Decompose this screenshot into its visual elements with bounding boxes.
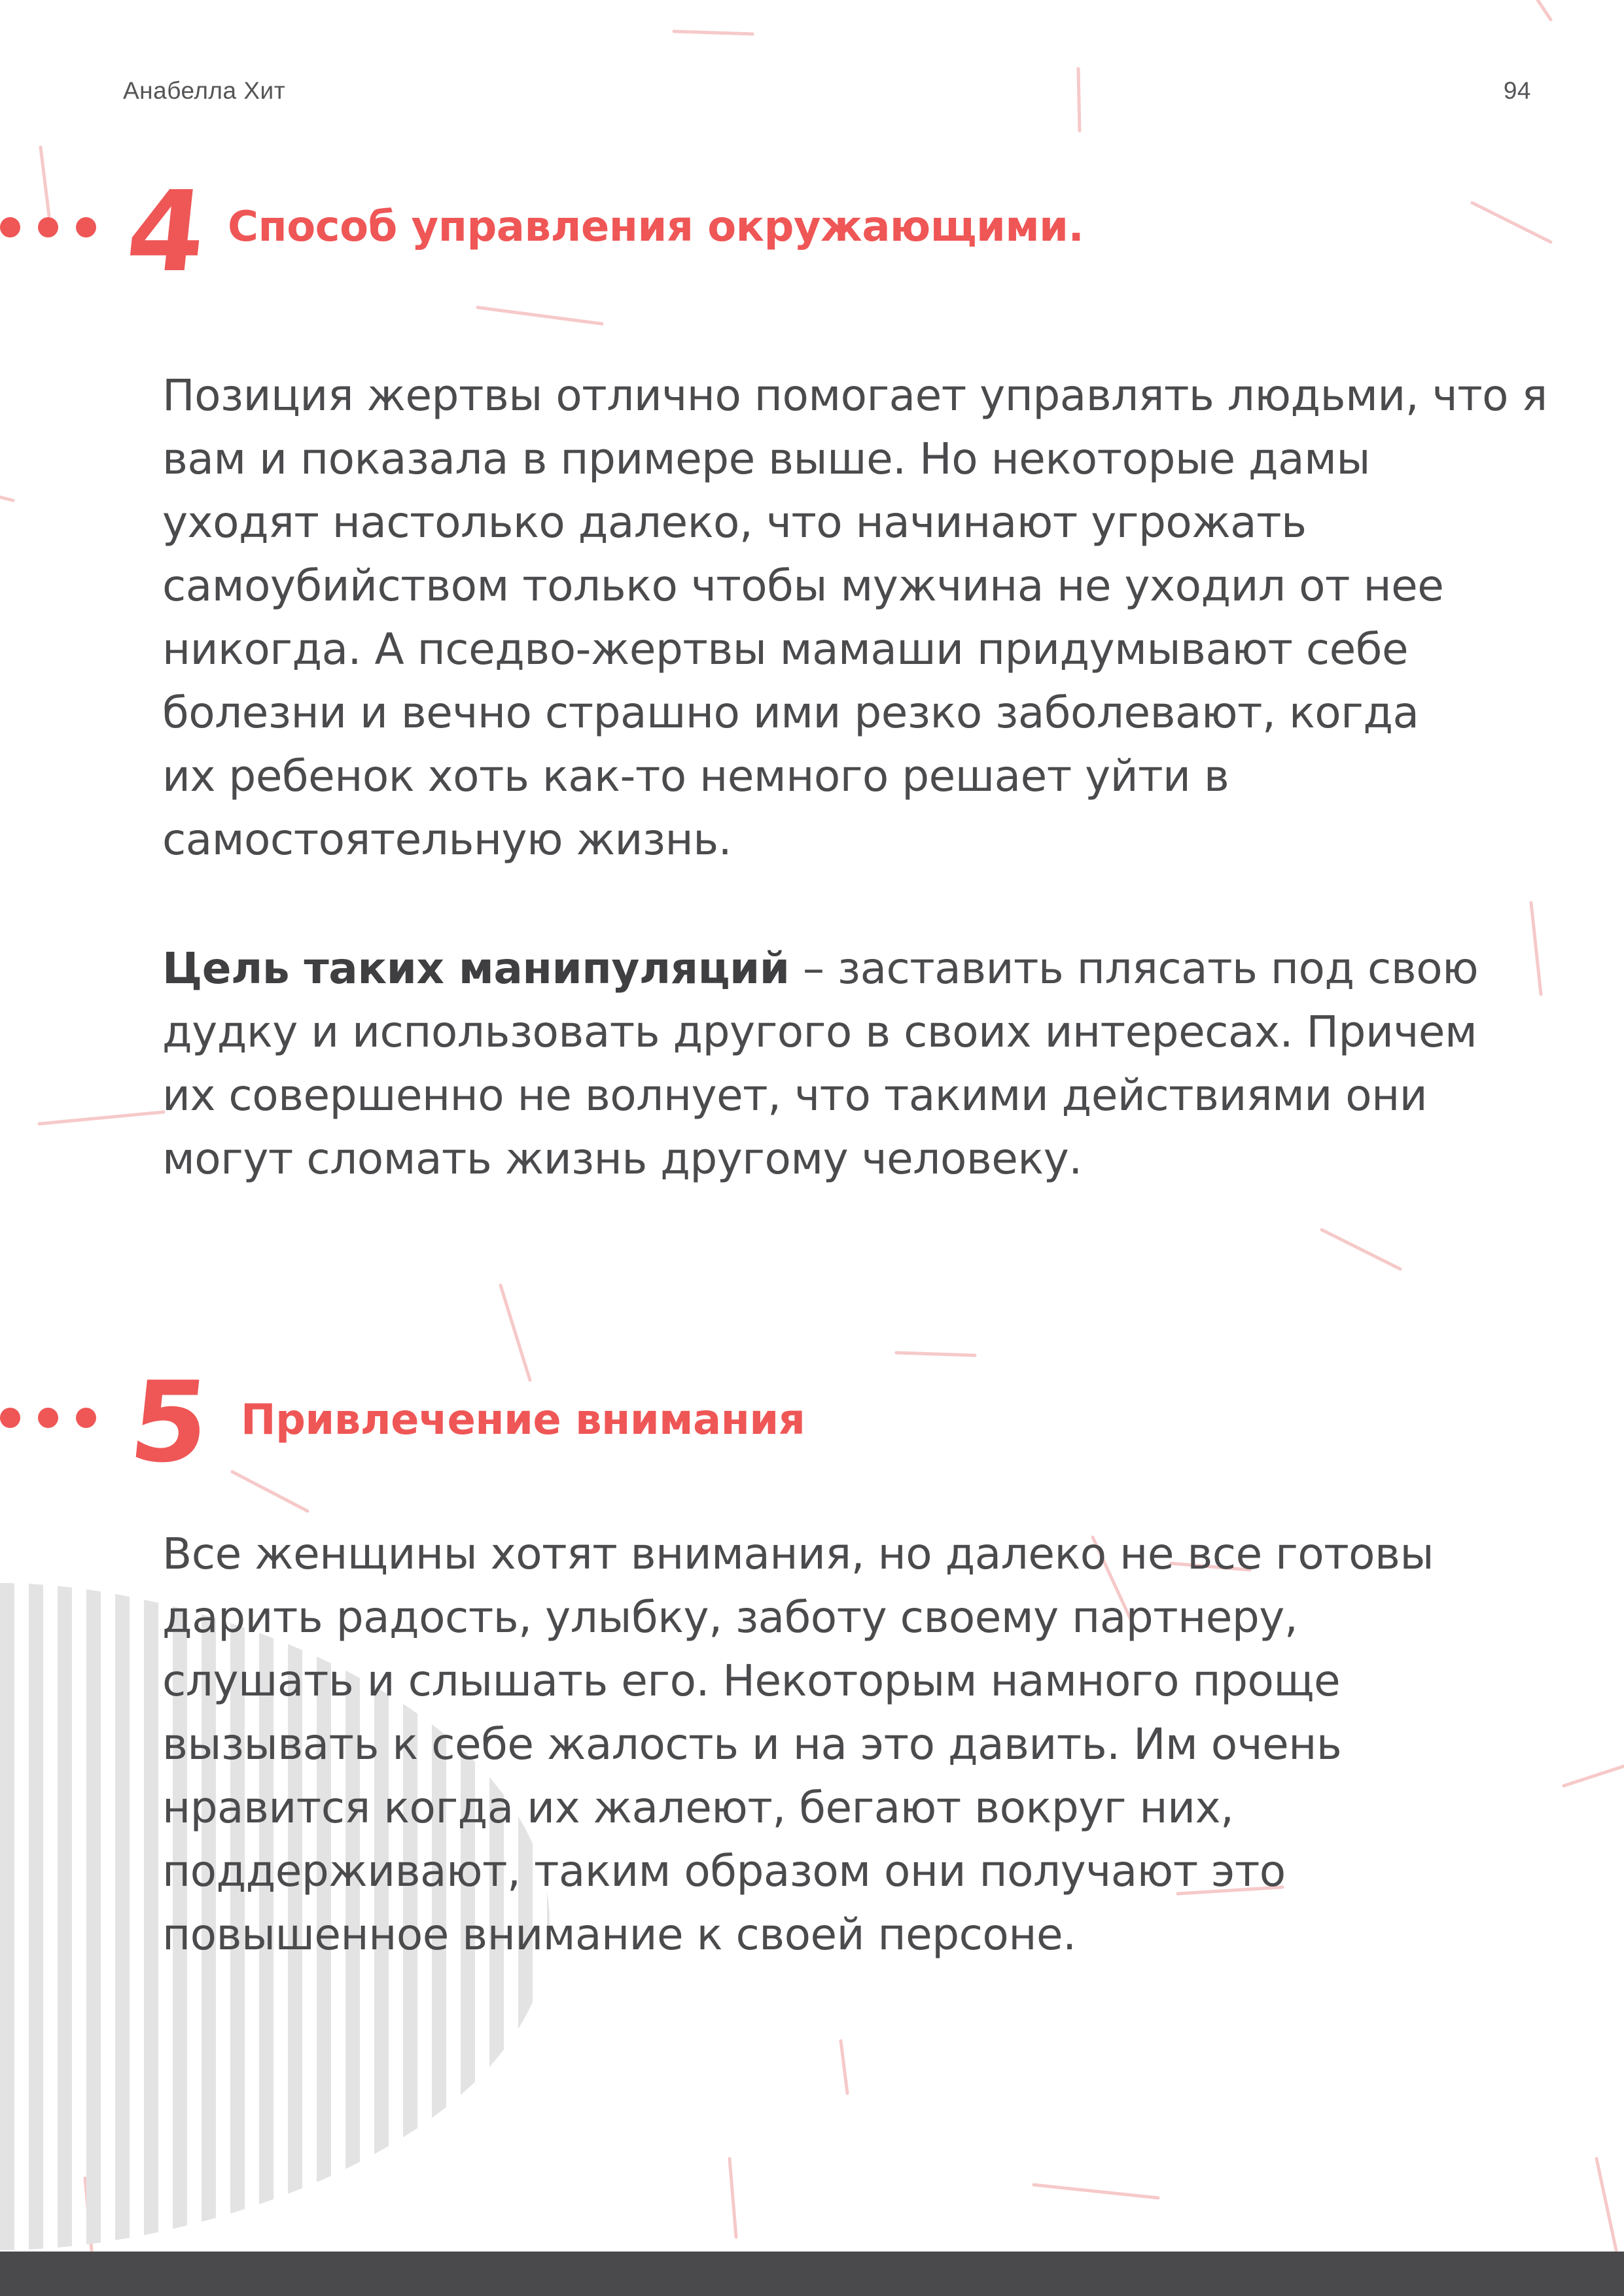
text-line: уходят настолько далеко, что начинают угрожать xyxy=(162,497,1307,548)
text-line: вам и показала в примере выше. Но некоторые дамы xyxy=(162,434,1371,484)
section-number: 5 xyxy=(124,1358,215,1487)
header-author: Анабелла Хит xyxy=(123,77,286,104)
dots-decoration xyxy=(0,217,105,243)
text-line: дудку и использовать другого в своих интересах. Причем xyxy=(162,1007,1477,1057)
dots-decoration xyxy=(0,1408,105,1434)
section-heading-5 xyxy=(0,1354,1624,1485)
text-line: поддерживают, таким образом они получают это xyxy=(162,1846,1286,1896)
text-line: нравится когда их жалеют, бегают вокруг них, xyxy=(162,1783,1234,1833)
text-line: Позиция жертвы отлично помогает управлять людьми, что я xyxy=(162,370,1547,421)
text-line: их совершенно не волнует, что такими действиями они xyxy=(162,1070,1428,1121)
section-4-paragraph-1 xyxy=(162,364,1547,871)
text-line: дарить радость, улыбку, заботу своему партнеру, xyxy=(162,1592,1298,1643)
section-title: Способ управления окружающими. xyxy=(228,203,1084,251)
text-line: самоубийством только чтобы мужчина не уходил от нее xyxy=(162,561,1444,611)
text-line: вызывать к себе жалость и на это давить. Им очень xyxy=(162,1719,1342,1769)
footer-bar xyxy=(0,2252,1624,2296)
page-number: 94 xyxy=(1503,77,1531,104)
text-line xyxy=(162,937,1536,1000)
text-line: болезни и вечно страшно ими резко заболевают, когда xyxy=(162,687,1419,738)
section-4-paragraph-2 xyxy=(162,937,1536,1191)
section-number: 4 xyxy=(120,167,212,297)
text-line: никогда. А пседво-жертвы мамаши придумывают себе xyxy=(162,624,1409,674)
text-line: слушать и слышать его. Некоторым намного проще xyxy=(162,1656,1341,1706)
text-line: могут сломать жизнь другому человеку. xyxy=(162,1134,1082,1184)
text-line: повышенное внимание к своей персоне. xyxy=(162,1909,1076,1960)
bold-lead: Цель таких манипуляций xyxy=(162,943,790,994)
text-line: их ребенок хоть как-то немного решает уйти в xyxy=(162,751,1229,801)
section-title: Привлечение внимания xyxy=(241,1396,805,1444)
text-line: Все женщины хотят внимания, но далеко не все готовы xyxy=(162,1529,1434,1579)
lead-rest: – заставить плясать под свою xyxy=(789,943,1479,994)
section-heading-4 xyxy=(0,164,1624,297)
text-line: самостоятельную жизнь. xyxy=(162,814,732,865)
section-5-paragraph-1 xyxy=(162,1522,1536,1966)
